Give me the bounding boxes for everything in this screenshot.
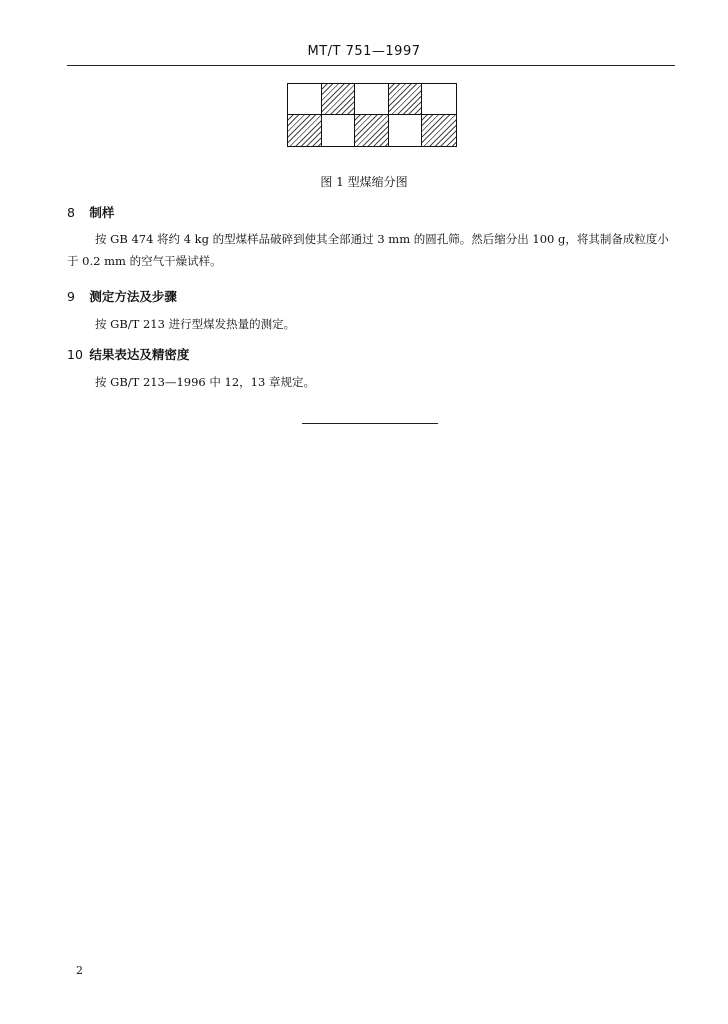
hatched-cell	[322, 84, 356, 115]
end-of-text-rule	[302, 423, 438, 424]
section-10-paragraph: 按 GB/T 213—1996 中 12，13 章规定。	[95, 375, 315, 389]
page-number: 2	[76, 964, 83, 977]
briquette-division-figure	[287, 83, 457, 147]
blank-cell	[355, 84, 389, 115]
section-8-heading	[67, 203, 114, 221]
section-title: 制样	[89, 205, 115, 220]
section-number: 9	[67, 289, 75, 304]
section-title: 结果表达及精密度	[89, 347, 190, 362]
standard-code-header: MT/T 751—1997	[307, 44, 421, 59]
blank-cell	[389, 115, 423, 146]
section-number: 8	[67, 205, 75, 220]
hatched-cell	[355, 115, 389, 146]
section-8-paragraph: 按 GB 474 将约 4 kg 的型煤样品破碎到使其全部通过 3 mm 的圆孔筛。然后缩分出 100 g，将其制备成粒度小于 0.2 mm 的空气干燥试样。	[67, 232, 669, 268]
section-9-paragraph: 按 GB/T 213 进行型煤发热量的测定。	[95, 317, 296, 331]
section-10-heading	[67, 345, 189, 363]
section-title: 测定方法及步骤	[89, 289, 177, 304]
section-9-heading	[67, 287, 177, 305]
hatched-cell	[288, 115, 322, 146]
figure-caption: 图 1 型煤缩分图	[320, 175, 408, 189]
blank-cell	[288, 84, 322, 115]
hatched-cell	[389, 84, 423, 115]
header-divider	[67, 65, 675, 66]
hatched-cell	[422, 115, 456, 146]
blank-cell	[322, 115, 356, 146]
section-number: 10	[67, 347, 83, 362]
blank-cell	[422, 84, 456, 115]
